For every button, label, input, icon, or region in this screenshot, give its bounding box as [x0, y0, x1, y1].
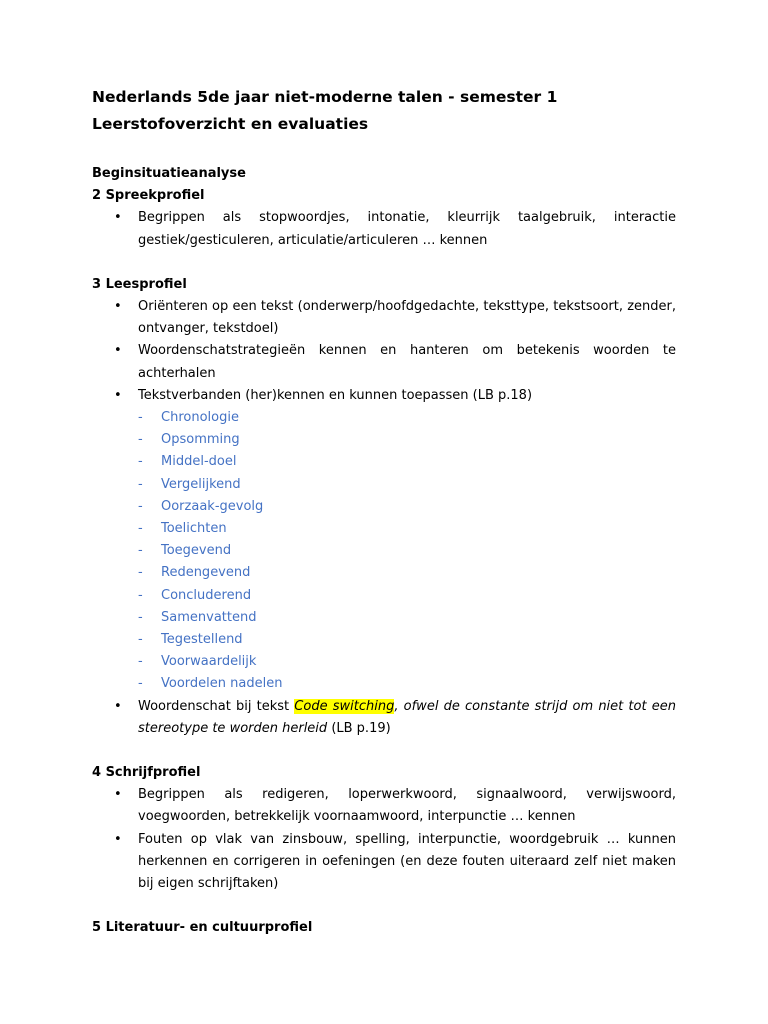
list-item [92, 385, 676, 696]
sub-list-item [138, 585, 676, 607]
woordenschat-prefix: Woordenschat bij tekst [138, 698, 295, 714]
sub-list-item-text: Chronologie [161, 410, 239, 426]
section-heading-leesprofiel: 3 Leesprofiel [92, 276, 187, 292]
bullet-icon: • [114, 698, 122, 714]
dash-icon: - [138, 632, 143, 648]
sub-list-item-text: Voordelen nadelen [161, 676, 283, 692]
sub-list-item-text: Tegestellend [161, 632, 243, 648]
sub-list-item [138, 451, 676, 473]
page-reference: (LB p.19) [327, 720, 391, 736]
dash-icon: - [138, 410, 143, 426]
sub-list-item-text: Concluderend [161, 587, 252, 603]
section-heading-schrijfprofiel: 4 Schrijfprofiel [92, 765, 201, 781]
dash-icon: - [138, 498, 143, 514]
sub-list-item-text: Toelichten [161, 521, 227, 537]
sub-list-item-text: Middel-doel [161, 454, 237, 470]
italic-subtitle-text: , ofwel de constante strijd om niet tot een stereotype te worden herleid [138, 698, 676, 736]
list-item [92, 784, 676, 828]
sub-list-item [138, 429, 676, 451]
spreekprofiel-list [92, 207, 676, 251]
list-item-text: Begrippen als stopwoordjes, intonatie, kleurrijk taalgebruik, interactie gestiek/gesticuleren, articulatie/articuleren … kennen [138, 210, 676, 248]
sub-list-item-text: Vergelijkend [161, 476, 241, 492]
dash-icon: - [138, 565, 143, 581]
list-item [92, 829, 676, 896]
list-item [92, 696, 676, 740]
list-item-text: Fouten op vlak van zinsbouw, spelling, interpunctie, woordgebruik … kunnen herkennen en corrigeren in oefeningen (en deze fouten uiteraard zelf niet maken bij eigen schrijftaken) [138, 831, 676, 892]
sub-list-item [138, 673, 676, 695]
leesprofiel-list [92, 296, 676, 740]
sub-list-item [138, 496, 676, 518]
bullet-icon: • [114, 299, 122, 315]
sub-list-item [138, 540, 676, 562]
list-item-text: Woordenschatstrategieën kennen en hanteren om betekenis woorden te achterhalen [138, 343, 676, 381]
bullet-icon: • [114, 387, 122, 403]
document-page [92, 84, 676, 940]
sub-list-item [138, 607, 676, 629]
dash-icon: - [138, 587, 143, 603]
section-heading-literatuurprofiel: 5 Literatuur- en cultuurprofiel [92, 920, 313, 936]
tekstverbanden-list [138, 407, 676, 696]
dash-icon: - [138, 654, 143, 670]
dash-icon: - [138, 521, 143, 537]
bullet-icon: • [114, 787, 122, 803]
dash-icon: - [138, 454, 143, 470]
sub-list-item [138, 651, 676, 673]
dash-icon: - [138, 609, 143, 625]
list-item-text: Begrippen als redigeren, loperwerkwoord, signaalwoord, verwijswoord, voegwoorden, betrekkelijk voornaamwoord, interpunctie … kennen [138, 787, 676, 825]
sub-list-item [138, 562, 676, 584]
bullet-icon: • [114, 343, 122, 359]
list-item [92, 207, 676, 251]
sub-list-item [138, 629, 676, 651]
sub-list-item-text: Redengevend [161, 565, 251, 581]
sub-list-item-text: Samenvattend [161, 609, 257, 625]
list-item-text: Tekstverbanden (her)kennen en kunnen toepassen (LB p.18) [138, 387, 533, 403]
dash-icon: - [138, 543, 143, 559]
highlighted-text: Code switching [294, 698, 395, 714]
sub-list-item-text: Opsomming [161, 432, 240, 448]
spacer [92, 138, 676, 163]
spacer [92, 252, 676, 274]
sub-list-item-text: Toegevend [161, 543, 232, 559]
dash-icon: - [138, 432, 143, 448]
section-heading-beginsituatie: Beginsituatieanalyse [92, 166, 246, 181]
section-heading-spreekprofiel: 2 Spreekprofiel [92, 188, 205, 204]
spacer [92, 895, 676, 917]
sub-list-item [138, 518, 676, 540]
spacer [92, 740, 676, 762]
document-title: Nederlands 5de jaar niet-moderne talen - semester 1 [92, 88, 558, 106]
sub-list-item [138, 407, 676, 429]
dash-icon: - [138, 676, 143, 692]
sub-list-item-text: Oorzaak-gevolg [161, 498, 264, 514]
list-item [92, 340, 676, 384]
sub-list-item [138, 474, 676, 496]
schrijfprofiel-list [92, 784, 676, 895]
bullet-icon: • [114, 831, 122, 847]
list-item-text: Oriënteren op een tekst (onderwerp/hoofdgedachte, teksttype, tekstsoort, zender, ontvanger, tekstdoel) [138, 299, 676, 337]
dash-icon: - [138, 476, 143, 492]
bullet-icon: • [114, 210, 122, 226]
document-subtitle: Leerstofoverzicht en evaluaties [92, 115, 369, 133]
list-item [92, 296, 676, 340]
sub-list-item-text: Voorwaardelijk [161, 654, 257, 670]
